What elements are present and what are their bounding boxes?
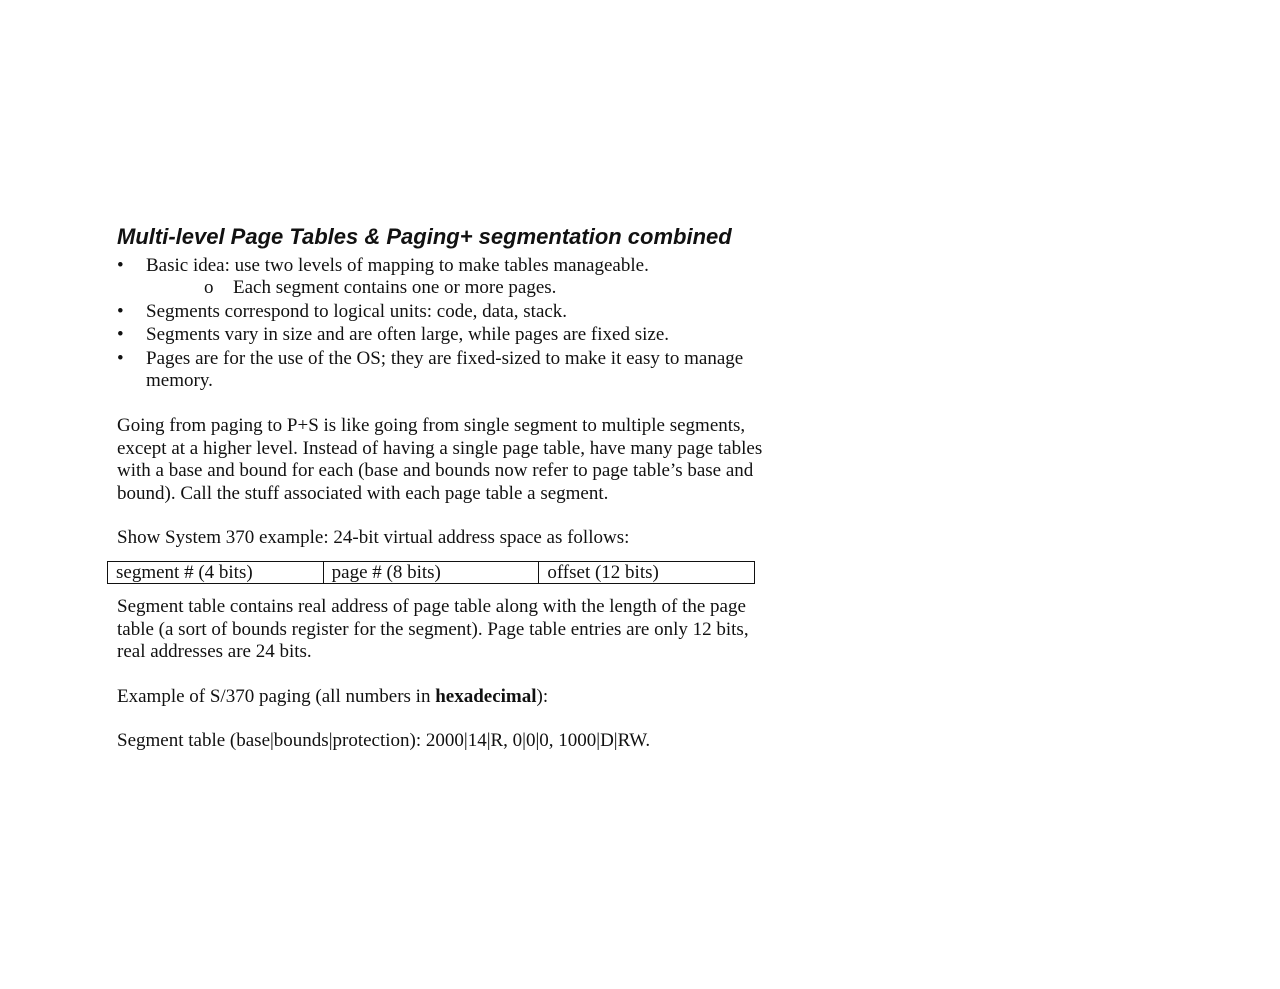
sub-bullet-text: Each segment contains one or more pages.: [233, 277, 557, 299]
list-item: [117, 301, 767, 323]
bullet-text: Segments vary in size and are often large, while pages are fixed size.: [146, 324, 670, 346]
bullet-text: Pages are for the use of the OS; they are fixed-sized to make it easy to manage memory.: [146, 347, 744, 392]
paragraph-segment-table-values: Segment table (base|bounds|protection): 2000|14|R, 0|0|0, 1000|D|RW.: [117, 730, 651, 752]
paragraph-example-hex: [117, 686, 767, 708]
bullet-icon: •: [117, 300, 124, 322]
example-suffix: ):: [536, 685, 549, 707]
virtual-address-format-table: [107, 561, 755, 584]
bullet-list: [117, 255, 767, 392]
bullet-icon: •: [117, 324, 124, 346]
sub-bullet-icon: o: [204, 277, 214, 299]
example-bold-word: hexadecimal: [435, 685, 537, 707]
document-page: [117, 222, 767, 753]
example-prefix: Example of S/370 paging (all numbers in: [117, 685, 436, 707]
paragraph-segment-table: Segment table contains real address of page table along with the length of the page table (a sort of bounds register for the segment). Page table entries are only 12 bits, real addresses are 24 bits.: [117, 596, 749, 663]
segment-number-field: segment # (4 bits): [108, 562, 324, 584]
offset-field: offset (12 bits): [539, 562, 755, 584]
bullet-icon: •: [117, 255, 124, 276]
spacer: [117, 708, 767, 730]
sub-bullet-list: [146, 277, 767, 299]
spacer: [117, 664, 767, 686]
bullet-text: Segments correspond to logical units: code, data, stack.: [146, 300, 568, 322]
paragraph-paging-segmentation: Going from paging to P+S is like going from single segment to multiple segments, except at a higher level. Instead of having a single page table, have many page tables with a base and bound for each (base and bounds now refer to page table’s base and bound). Call the stuff associated with each page table a segment.: [117, 415, 763, 504]
list-item: [117, 324, 767, 346]
list-item: [146, 277, 767, 299]
spacer: [117, 393, 767, 415]
paragraph-s370-example: Show System 370 example: 24-bit virtual address space as follows:: [117, 527, 630, 549]
bullet-icon: •: [117, 347, 124, 369]
table-row: [108, 562, 755, 584]
page-number-field: page # (8 bits): [323, 562, 539, 584]
section-title: Multi-level Page Tables & Paging+ segmentation combined: [117, 224, 732, 249]
list-item: [117, 255, 767, 300]
spacer: [117, 505, 767, 527]
bullet-text: Basic idea: use two levels of mapping to make tables manageable.: [146, 255, 649, 276]
list-item: [117, 348, 767, 393]
